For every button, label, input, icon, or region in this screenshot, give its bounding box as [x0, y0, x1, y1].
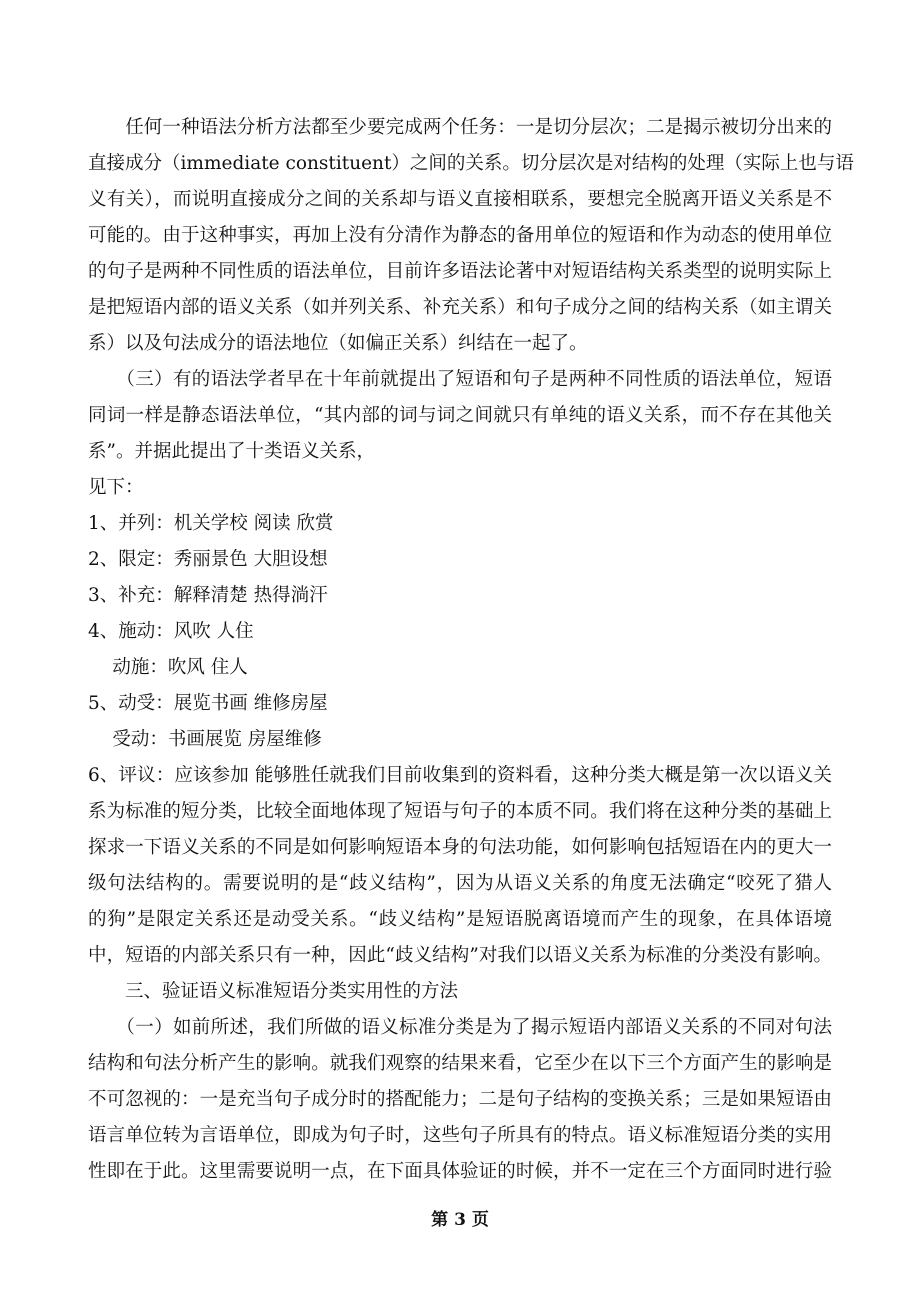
section-heading: 三、验证语义标准短语分类实用性的方法 [88, 981, 459, 1002]
text-line: 中，短语的内部关系只有一种，因此“歧义结构”对我们以语义关系为标准的分类没有影响。 [88, 945, 832, 966]
text-line: 级句法结构的。需要说明的是“歧义结构”，因为从语义关系的角度无法确定“咬死了猎人 [88, 873, 832, 894]
list-item: 5、动受：展览书画 维修房屋 [88, 693, 328, 714]
text-line: 不可忽视的：一是充当句子成分时的搭配能力；二是句子结构的变换关系；三是如果短语由 [88, 1089, 832, 1110]
list-item: 动施：吹风 住人 [88, 657, 248, 678]
text-line: 系”。并据此提出了十类语义关系， [88, 441, 375, 462]
text-line: （三）有的语法学者早在十年前就提出了短语和句子是两种不同性质的语法单位，短语 [88, 369, 832, 390]
text-line: 6、评议：应该参加 能够胜任就我们目前收集到的资料看，这种分类大概是第一次以语义关 [88, 765, 832, 786]
text-line: 见下： [88, 477, 144, 498]
text-line: 的狗”是限定关系还是动受关系。“歧义结构”是短语脱离语境而产生的现象，在具体语境 [88, 909, 832, 930]
page-number: 第 3 页 [431, 1210, 489, 1230]
list-item: 4、施动：风吹 人住 [88, 621, 254, 642]
list-item: 2、限定：秀丽景色 大胆设想 [88, 549, 328, 570]
text-line: 可能的。由于这种事实，再加上没有分清作为静态的备用单位的短语和作为动态的使用单位 [88, 225, 832, 246]
list-item: 3、补充：解释清楚 热得淌汗 [88, 585, 328, 606]
text-line: 性即在于此。这里需要说明一点，在下面具体验证的时候，并不一定在三个方面同时进行验 [88, 1161, 832, 1182]
text-line: （一）如前所述，我们所做的语义标准分类是为了揭示短语内部语义关系的不同对句法 [88, 1017, 832, 1038]
text-line: 任何一种语法分析方法都至少要完成两个任务：一是切分层次；二是揭示被切分出来的 [88, 117, 832, 138]
text-line: 直接成分（immediate constituent）之间的关系。切分层次是对结构的处理（实际上也与语 [88, 153, 854, 174]
text-line: 是把短语内部的语义关系（如并列关系、补充关系）和句子成分之间的结构关系（如主谓关 [88, 297, 832, 318]
text-line: 的句子是两种不同性质的语法单位，目前许多语法论著中对短语结构关系类型的说明实际上 [88, 261, 832, 282]
list-item: 受动：书画展览 房屋维修 [88, 729, 322, 750]
text-line: 系为标准的短分类，比较全面地体现了短语与句子的本质不同。我们将在这种分类的基础上 [88, 801, 832, 822]
text-line: 义有关），而说明直接成分之间的关系却与语义直接相联系，要想完全脱离开语义关系是不 [88, 189, 832, 210]
text-line: 结构和句法分析产生的影响。就我们观察的结果来看，它至少在以下三个方面产生的影响是 [88, 1053, 832, 1074]
list-item: 1、并列：机关学校 阅读 欣赏 [88, 513, 334, 534]
text-line: 探求一下语义关系的不同是如何影响短语本身的句法功能，如何影响包括短语在内的更大一 [88, 837, 832, 858]
text-line: 同词一样是静态语法单位，“其内部的词与词之间就只有单纯的语义关系，而不存在其他关 [88, 405, 832, 426]
text-line: 语言单位转为言语单位，即成为句子时，这些句子所具有的特点。语义标准短语分类的实用 [88, 1125, 832, 1146]
text-line: 系）以及句法成分的语法地位（如偏正关系）纠结在一起了。 [88, 333, 588, 354]
